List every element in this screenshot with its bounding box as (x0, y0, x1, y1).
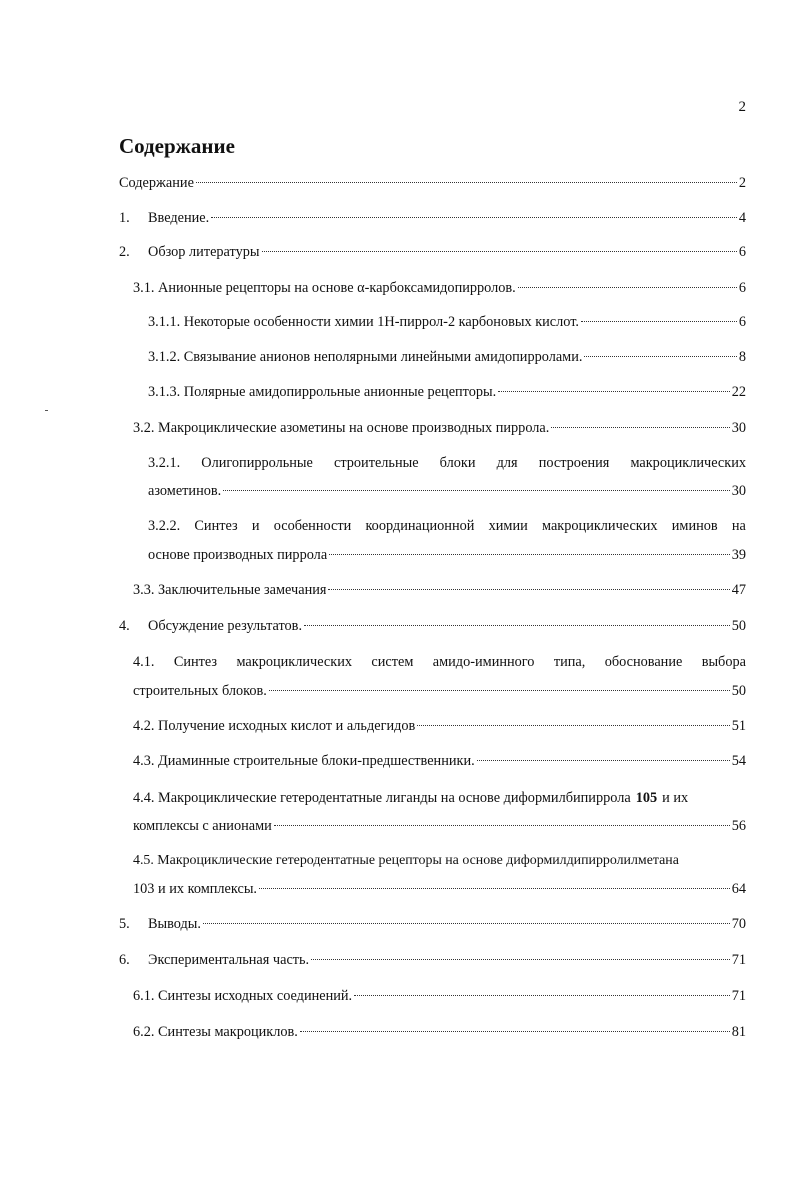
toc-page: 51 (731, 718, 746, 734)
toc-page: 4 (738, 210, 746, 226)
toc-word: Синтез (173, 654, 218, 670)
toc-word: макроциклических (630, 455, 746, 471)
leader-dots (203, 923, 730, 924)
leader-dots (498, 391, 729, 392)
toc-page: 30 (731, 420, 746, 436)
toc-entry-4-4-line2[interactable] (133, 812, 746, 840)
toc-entry-4-1-line2[interactable] (133, 677, 746, 705)
toc-text: 4.4. Макроциклические гетеродентатные лиганды на основе диформилбипиррола (133, 790, 631, 806)
toc-entry-3-2-1-line2[interactable] (148, 477, 746, 505)
leader-dots (304, 625, 730, 626)
leader-dots (581, 321, 737, 322)
toc-label: Содержание (119, 175, 194, 191)
toc-word: макроциклических (236, 654, 353, 670)
toc-word: 4.1. (133, 654, 155, 670)
leader-dots (417, 725, 729, 726)
toc-entry-3-1-2[interactable] (148, 343, 746, 371)
toc-label: Введение. (148, 210, 210, 226)
toc-entry-6-1[interactable] (133, 982, 746, 1010)
leader-dots (269, 690, 730, 691)
toc-entry-4-3[interactable] (133, 747, 746, 775)
leader-dots (259, 888, 730, 889)
leader-dots (518, 287, 737, 288)
toc-entry-6-2[interactable] (133, 1018, 746, 1046)
toc-number: 1. (119, 210, 130, 226)
toc-page: 39 (731, 547, 746, 563)
toc-word: блоки (439, 455, 476, 471)
toc-word: построения (538, 455, 610, 471)
toc-word: обоснование (604, 654, 683, 670)
leader-dots (274, 825, 730, 826)
leader-dots (354, 995, 730, 996)
toc-entry-3-1[interactable] (133, 274, 746, 302)
toc-page: 47 (731, 582, 746, 598)
toc-word: для (496, 455, 518, 471)
toc-word: 3.2.1. (148, 455, 181, 471)
toc-page: 56 (731, 818, 746, 834)
toc-entry-3-1-3[interactable] (148, 378, 746, 406)
toc-entry-3-2[interactable] (133, 414, 746, 442)
toc-entry-conclusions[interactable] (119, 910, 746, 938)
toc-label: Выводы. (148, 916, 201, 932)
toc-label: 3.1.3. Полярные амидопиррольные анионные рецепторы. (148, 384, 497, 400)
toc-entry-3-3[interactable] (133, 576, 746, 604)
toc-word: 3.2.2. (148, 518, 181, 534)
toc-entry-literature-review[interactable] (119, 238, 746, 266)
toc-entry-experimental[interactable] (119, 946, 746, 974)
toc-page: 71 (731, 952, 746, 968)
toc-entry-4-5-line1[interactable] (133, 847, 746, 875)
toc-entry-3-2-2-line2[interactable] (148, 541, 746, 569)
toc-word: Олигопиррольные (201, 455, 313, 471)
toc-label: 3.2. Макроциклические азометины на основе производных пиррола. (133, 420, 550, 436)
toc-entry-3-2-2-line1[interactable] (148, 512, 746, 540)
toc-entry-4-5-line2[interactable] (133, 875, 746, 903)
leader-dots (223, 490, 730, 491)
toc-label: строительных блоков. (133, 683, 267, 699)
toc-text: 4.5. Макроциклические гетеродентатные рецепторы на основе диформилдипирролилметана (133, 853, 679, 868)
toc-number: 6. (119, 952, 130, 968)
leader-dots (477, 760, 730, 761)
toc-label: 3.1.2. Связывание анионов неполярными линейными амидопирролами. (148, 349, 583, 365)
toc-label: 4.2. Получение исходных кислот и альдегидов (133, 718, 416, 734)
toc-label: азометинов. (148, 483, 222, 499)
toc-text: и их (662, 790, 689, 806)
page-title: Содержание (119, 134, 235, 158)
toc-label: Обсуждение результатов. (148, 618, 303, 634)
toc-word: на (731, 518, 746, 534)
toc-page: 30 (731, 483, 746, 499)
toc-page: 70 (731, 916, 746, 932)
toc-page: 22 (731, 384, 746, 400)
toc-number: 4. (119, 618, 130, 634)
toc-entry-4-4-line1[interactable] (133, 784, 746, 812)
toc-word: иминов (671, 518, 718, 534)
toc-page: 2 (738, 175, 746, 191)
toc-label: 3.1. Анионные рецепторы на основе α-карбоксамидопирролов. (133, 280, 516, 296)
toc-label: комплексы с анионами (133, 818, 272, 834)
page-number: 2 (738, 99, 746, 115)
toc-word: амидо-иминного (432, 654, 535, 670)
toc-label: 3.1.1. Некоторые особенности химии 1Н-пиррол-2 карбоновых кислот. (148, 314, 579, 330)
toc-label: 6.2. Синтезы макроциклов. (133, 1024, 298, 1040)
toc-entry-contents[interactable] (119, 169, 746, 197)
toc-word: строительные (333, 455, 419, 471)
toc-page: 6 (738, 280, 746, 296)
leader-dots (551, 427, 729, 428)
leader-dots (300, 1031, 730, 1032)
leader-dots (329, 554, 730, 555)
toc-number: 5. (119, 916, 130, 932)
toc-page: 54 (731, 753, 746, 769)
toc-entry-4-1-line1[interactable] (133, 648, 746, 676)
toc-word: химии (488, 518, 528, 534)
toc-entry-3-2-1-line1[interactable] (148, 449, 746, 477)
toc-page: 81 (731, 1024, 746, 1040)
scan-mark (45, 410, 48, 411)
toc-entry-discussion[interactable] (119, 612, 746, 640)
toc-label: 3.3. Заключительные замечания (133, 582, 327, 598)
toc-number: 2. (119, 244, 130, 260)
leader-dots (262, 251, 737, 252)
toc-page: 8 (738, 349, 746, 365)
toc-word: координационной (365, 518, 475, 534)
toc-page: 6 (738, 314, 746, 330)
leader-dots (196, 182, 737, 183)
toc-entry-3-1-1[interactable] (148, 308, 746, 336)
toc-word: Синтез (194, 518, 238, 534)
leader-dots (211, 217, 737, 218)
toc-entry-4-2[interactable] (133, 712, 746, 740)
compound-number: 105 (635, 790, 658, 806)
toc-word: и (251, 518, 260, 534)
leader-dots (328, 589, 729, 590)
toc-label: 103 и их комплексы. (133, 881, 258, 897)
toc-entry-introduction[interactable] (119, 204, 746, 232)
toc-word: макроциклических (542, 518, 658, 534)
toc-page: 71 (731, 988, 746, 1004)
toc-label: Обзор литературы (148, 244, 260, 260)
toc-label: 4.3. Диаминные строительные блоки-предшественники. (133, 753, 475, 769)
toc-label: 6.1. Синтезы исходных соединений. (133, 988, 353, 1004)
toc-label: основе производных пиррола (148, 547, 328, 563)
toc-word: систем (371, 654, 414, 670)
toc-page: 50 (731, 683, 746, 699)
leader-dots (584, 356, 736, 357)
leader-dots (311, 959, 730, 960)
toc-page: 64 (731, 881, 746, 897)
toc-word: выбора (701, 654, 746, 670)
toc-page: 50 (731, 618, 746, 634)
toc-label: Экспериментальная часть. (148, 952, 310, 968)
toc-page: 6 (738, 244, 746, 260)
toc-word: особенности (273, 518, 352, 534)
toc-word: типа, (553, 654, 586, 670)
